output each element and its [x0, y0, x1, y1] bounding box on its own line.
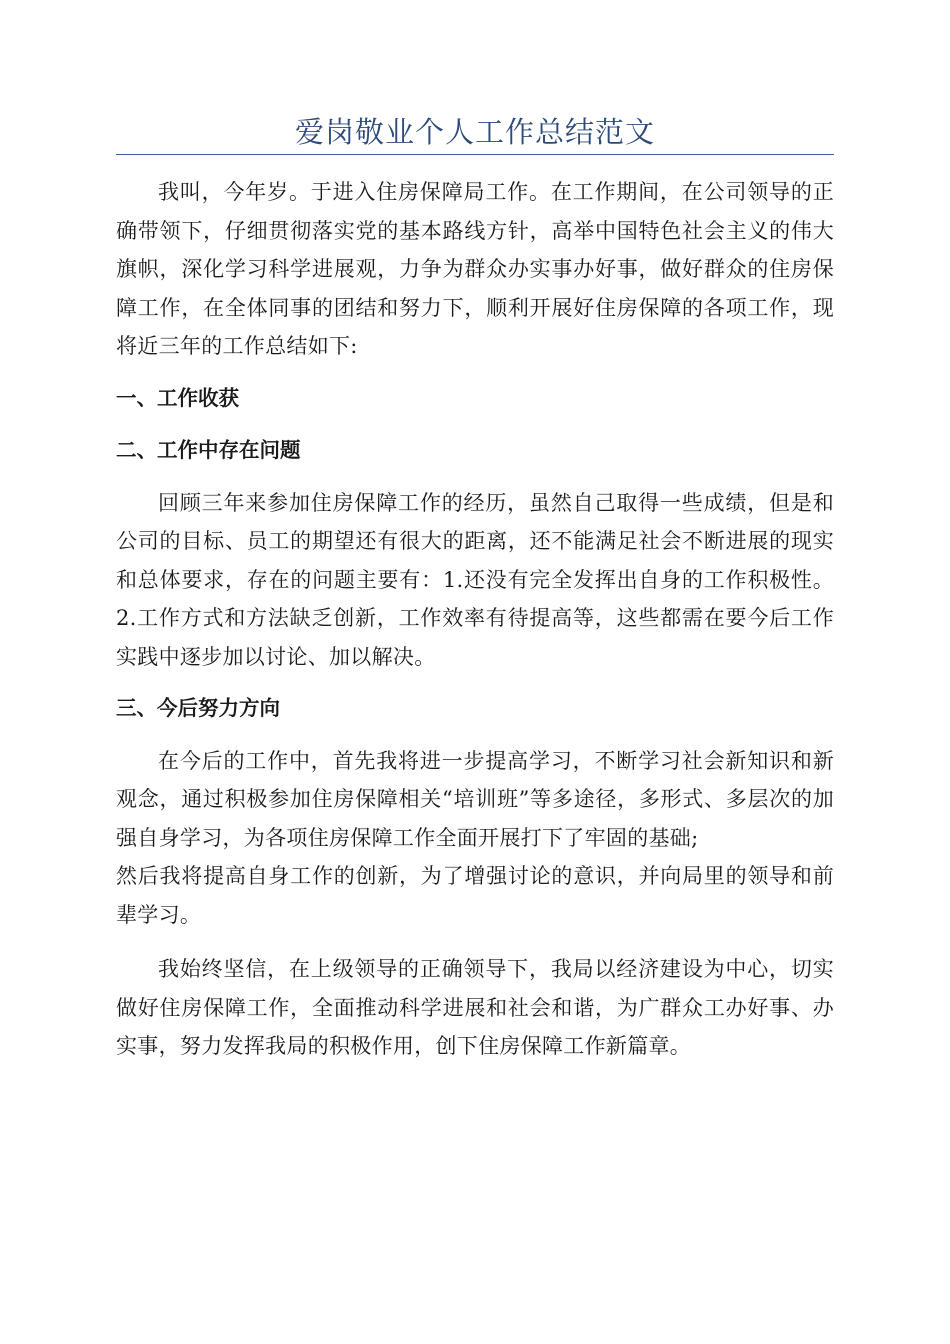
section-heading-achievements: 一、工作收获: [116, 385, 239, 410]
section-heading-direction: 三、今后努力方向: [116, 696, 280, 720]
paragraph-gap: [116, 934, 834, 950]
direction-paragraph: 在今后的工作中，首先我将进一步提高学习，不断学习社会新知识和新观念，通过积极参加住房保障相关“培训班”等多途径，多形式、多层次的加强自身学习，为各项住房保障工作全面开展打下了牢固的基础;: [116, 748, 834, 850]
title-underline: [116, 154, 834, 155]
intro-paragraph: 我叫，今年岁。于进入住房保障局工作。在工作期间，在公司领导的正确带领下，仔细贯彻落实党的基本路线方针，高举中国特色社会主义的伟大旗帜，深化学习科学进展观，力争为群众办实事办好事，做好群众的住房保障工作，在全体同事的团结和努力下，顺利开展好住房保障的各项工作，现将近三年的工作总结如下:: [116, 180, 834, 358]
document-page: [116, 110, 834, 1066]
problems-paragraph: 回顾三年来参加住房保障工作的经历，虽然自己取得一些成绩，但是和公司的目标、员工的期望还有很大的距离，还不能满足社会不断进展的现实和总体要求，存在的问题主要有：1.还没有完全发挥出自身的工作积极性。2.工作方式和方法缺乏创新，工作效率有待提高等，这些都需在要今后工作实践中逐步加以讨论、加以解决。: [116, 490, 834, 669]
direction-paragraph-continued: 然后我将提高自身工作的创新，为了增强讨论的意识，并向局里的领导和前辈学习。: [116, 864, 834, 927]
section-heading-problems: 二、工作中存在问题: [116, 438, 301, 462]
closing-paragraph: 我始终坚信，在上级领导的正确领导下，我局以经济建设为中心，切实做好住房保障工作，全面推动科学进展和社会和谐，为广群众工办好事、办实事，努力发挥我局的积极作用，创下住房保障工作新篇章。: [116, 957, 834, 1058]
document-title: 爱岗敬业个人工作总结范文: [294, 115, 655, 149]
